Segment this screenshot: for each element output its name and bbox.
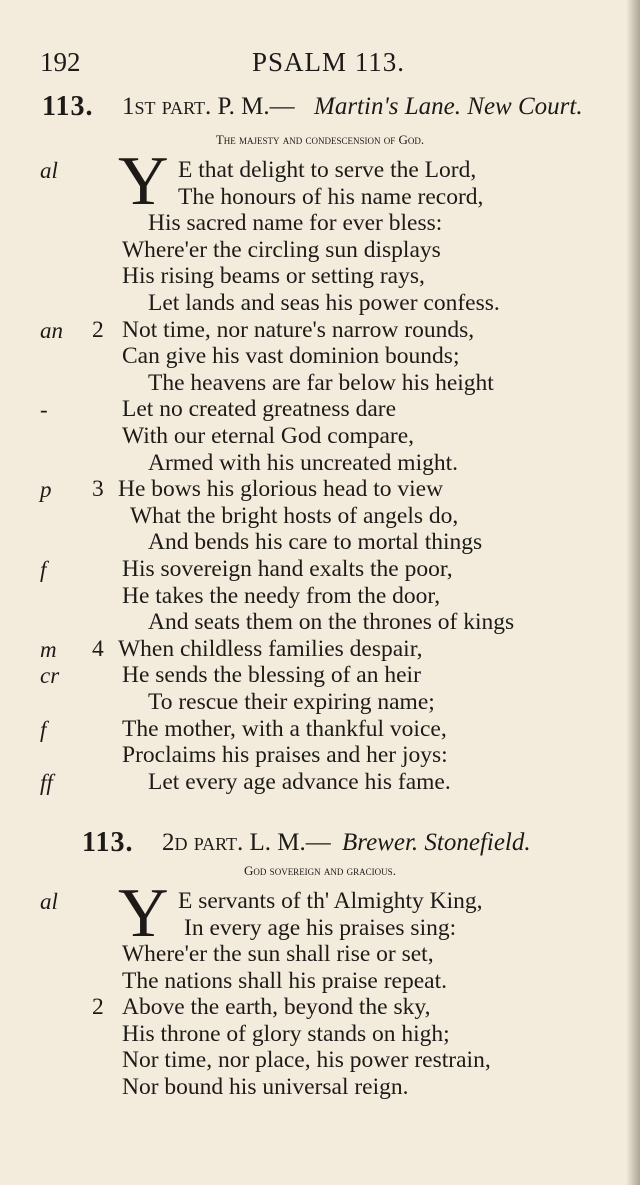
part-label: 1st part. P. M.— — [122, 93, 295, 120]
page-number: 192 — [40, 47, 81, 77]
verse-text: To rescue their expiring name; — [148, 689, 435, 715]
verse-text: E that delight to serve the Lord, — [178, 157, 477, 183]
dynamic-mark: cr — [40, 663, 60, 689]
verse-text: His rising beams or setting rays, — [122, 263, 425, 290]
verse-line — [0, 689, 640, 716]
verse-text: In every age his praises sing: — [184, 914, 457, 941]
verse-line — [0, 994, 640, 1021]
verse-line — [0, 888, 640, 915]
verse-text: Where'er the circling sun displays — [122, 236, 441, 263]
dynamic-mark: al — [40, 158, 58, 183]
dynamic-mark: m — [40, 636, 57, 662]
verse-line — [0, 915, 640, 942]
stanza-number: 2 — [92, 994, 104, 1020]
verse-text: Let every age advance his fame. — [148, 768, 451, 795]
verse-line — [0, 583, 640, 610]
tune-names: Martin's Lane. New Court. — [314, 93, 583, 120]
verse-text: His throne of glory stands on high; — [122, 1020, 450, 1047]
hymn-heading-2 — [0, 826, 640, 860]
dynamic-mark: al — [40, 889, 58, 914]
verse-text: The heavens are far below his height — [148, 369, 494, 396]
verse-line — [0, 370, 640, 397]
verse-text: Above the earth, beyond the sky, — [122, 994, 431, 1020]
verse-line — [0, 317, 640, 344]
verse-text: Proclaims his praises and her joys: — [122, 742, 448, 769]
verse-text: Let lands and seas his power confess. — [148, 290, 500, 316]
verse-text: The nations shall his praise repeat. — [122, 967, 447, 994]
hymn-number: 113. — [42, 91, 94, 122]
tune-names: Brewer. Stonefield. — [342, 829, 531, 856]
verse-line — [0, 662, 640, 689]
verse-text: Nor bound his universal reign. — [122, 1073, 409, 1100]
verse-text: Nor time, nor place, his power restrain, — [122, 1047, 491, 1073]
verse-text: Can give his vast dominion bounds; — [122, 343, 460, 370]
verse-text: And bends his care to mortal things — [148, 529, 483, 556]
verse-text: He sends the blessing of an heir — [122, 662, 421, 689]
verse-line — [0, 450, 640, 477]
verse-text: What the bright hosts of angels do, — [130, 502, 459, 529]
verse-line — [0, 769, 640, 796]
verse-text: When childless families despair, — [118, 635, 423, 662]
verse-line — [0, 290, 640, 317]
verse-line — [0, 941, 640, 968]
verse-text: His sacred name for ever bless: — [148, 210, 443, 237]
dynamic-mark: an — [40, 317, 63, 343]
hymn-subtitle-2: God sovereign and gracious. — [244, 863, 396, 878]
verse-line — [0, 343, 640, 370]
drop-cap-2: Y — [118, 875, 169, 952]
stanza-number: 3 — [92, 476, 104, 503]
verse-text: Where'er the sun shall rise or set, — [122, 941, 434, 967]
verse-line — [0, 1074, 640, 1101]
verse-line — [0, 476, 640, 503]
verse-text: The mother, with a thankful voice, — [122, 715, 447, 742]
verse-line — [0, 396, 640, 423]
verse-line — [0, 716, 640, 743]
verse-line — [0, 157, 640, 184]
verse-text: His sovereign hand exalts the poor, — [122, 556, 453, 582]
verse-line — [0, 423, 640, 450]
verse-line — [0, 210, 640, 237]
verse-line — [0, 1021, 640, 1048]
verse-text: With our eternal God compare, — [122, 423, 415, 449]
page-header — [0, 44, 640, 80]
dynamic-mark: - — [40, 397, 48, 423]
drop-cap-1: Y — [118, 143, 169, 220]
verse-line — [0, 609, 640, 636]
verse-text: He bows his glorious head to view — [118, 476, 444, 503]
running-title: PSALM 113. — [252, 47, 406, 77]
verse-text: Armed with his uncreated might. — [148, 449, 458, 476]
dynamic-mark: f — [40, 716, 47, 742]
verse-line — [0, 636, 640, 663]
verse-line — [0, 968, 640, 995]
verse-line — [0, 556, 640, 583]
dynamic-mark: p — [40, 477, 52, 503]
hymn-heading-1 — [0, 90, 640, 124]
verse-text: He takes the needy from the door, — [122, 582, 441, 609]
dynamic-mark: f — [40, 557, 47, 582]
hymn-subtitle-1: The majesty and condescension of God. — [215, 132, 425, 147]
part-label: 2d part. L. M.— — [162, 829, 331, 856]
verse-text: Not time, nor nature's narrow rounds, — [122, 316, 475, 343]
verse-line — [0, 529, 640, 556]
verse-line — [0, 1047, 640, 1074]
stanza-number: 4 — [92, 635, 104, 662]
hymn-number: 113. — [82, 827, 134, 858]
verse-line — [0, 742, 640, 769]
verse-text: Let no created greatness dare — [122, 396, 397, 423]
verse-line — [0, 184, 640, 211]
verse-text: E servants of th' Almighty King, — [178, 888, 483, 914]
verse-text: And seats them on the thrones of kings — [148, 609, 515, 636]
verse-text: The honours of his name record, — [178, 183, 484, 210]
verse-line — [0, 263, 640, 290]
verse-line — [0, 503, 640, 530]
dynamic-mark: ff — [40, 769, 53, 795]
stanza-number: 2 — [92, 316, 104, 343]
verse-line — [0, 237, 640, 264]
